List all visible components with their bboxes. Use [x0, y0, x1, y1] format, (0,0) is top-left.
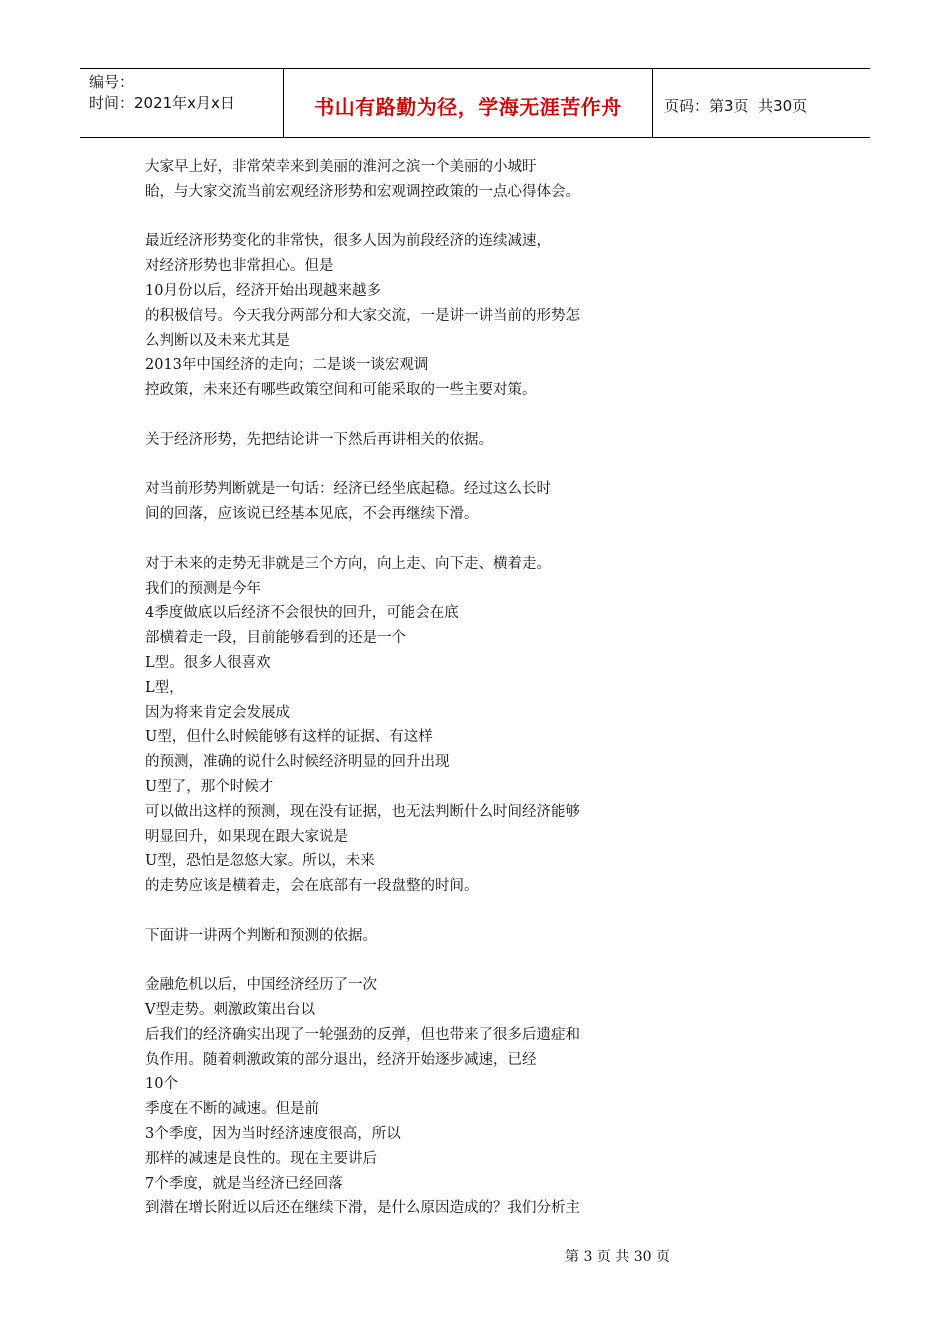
text-line: 对于未来的走势无非就是三个方向，向上走、向下走、横着走。 [145, 555, 551, 572]
text-line: 下面讲一讲两个判断和预测的依据。 [145, 927, 377, 944]
text-line: 7个季度，就是当经济已经回落 [145, 1175, 343, 1192]
page-header [80, 68, 870, 138]
motto-text: 书山有路勤为径，学海无涯苦作舟 [314, 94, 622, 119]
text-line: L型。很多人很喜欢 [145, 654, 271, 671]
text-line: 的走势应该是横着走，会在底部有一段盘整的时间。 [145, 878, 479, 895]
text-line: 大家早上好，非常荣幸来到美丽的淮河之滨一个美丽的小城盱 [145, 159, 537, 175]
text-line: 我们的预测是今年 [145, 580, 261, 597]
text-line: 4季度做底以后经济不会很快的回升，可能会在底 [145, 605, 459, 622]
text-line: 最近经济形势变化的非常快，很多人因为前段经济的连续减速， [145, 233, 551, 250]
text-line: 负作用。随着刺激政策的部分退出，经济开始逐步减速，已经 [145, 1051, 537, 1068]
text-line [145, 527, 645, 552]
text-line [145, 403, 645, 428]
header-page-cell [653, 69, 870, 137]
page-label: 页码：第3页 共30页 [664, 96, 808, 115]
text-line: 那样的减速是良性的。现在主要讲后 [145, 1150, 377, 1167]
text-line: 季度在不断的减速。但是前 [145, 1101, 319, 1118]
text-line: 的积极信号。今天我分两部分和大家交流，一是讲一讲当前的形势怎 [145, 307, 580, 324]
document-body [145, 155, 645, 1221]
text-line: 到潜在增长附近以后还在继续下滑，是什么原因造成的？我们分析主 [145, 1200, 580, 1217]
time-label: 时间：2021年x月x日 [89, 94, 235, 112]
text-line: 控政策，未来还有哪些政策空间和可能采取的一些主要对策。 [145, 382, 537, 399]
number-label: 编号： [89, 73, 135, 91]
text-line: 因为将来肯定会发展成 [145, 704, 290, 721]
text-line: U型了，那个时候才 [145, 778, 274, 795]
text-line [145, 899, 645, 924]
text-line: 10个 [145, 1076, 178, 1093]
text-line: 眙，与大家交流当前宏观经济形势和宏观调控政策的一点心得体会。 [145, 183, 580, 200]
text-line: 10月份以后，经济开始出现越来越多 [145, 282, 381, 299]
text-line: 间的回落，应该说已经基本见底，不会再继续下滑。 [145, 506, 479, 523]
text-line: 2013年中国经济的走向；二是谈一谈宏观调 [145, 357, 429, 374]
text-line: 可以做出这样的预测，现在没有证据，也无法判断什么时间经济能够 [145, 803, 580, 820]
text-line: U型，恐怕是忽悠大家。所以，未来 [145, 853, 375, 870]
text-line: 的预测，准确的说什么时候经济明显的回升出现 [145, 754, 450, 771]
text-line: 部横着走一段，目前能够看到的还是一个 [145, 630, 406, 647]
text-line: 明显回升，如果现在跟大家说是 [145, 828, 348, 845]
text-line: 后我们的经济确实出现了一轮强劲的反弹，但也带来了很多后遗症和 [145, 1026, 580, 1043]
text-line: 么判断以及未来尤其是 [145, 332, 290, 349]
text-line [145, 949, 645, 974]
text-line [145, 453, 645, 478]
text-line: 对经济形势也非常担心。但是 [145, 258, 334, 275]
text-line [145, 205, 645, 230]
header-meta [80, 69, 283, 137]
text-line: 对当前形势判断就是一句话：经济已经坐底起稳。经过这么长时 [145, 481, 551, 498]
text-line: U型，但什么时候能够有这样的证据、有这样 [145, 729, 433, 746]
text-line: L型， [145, 679, 184, 696]
header-motto-cell [283, 69, 653, 137]
page-footer: 第 3 页 共 30 页 [565, 1249, 670, 1265]
text-line: 3个季度，因为当时经济速度很高，所以 [145, 1126, 401, 1143]
text-line: 金融危机以后，中国经济经历了一次 [145, 977, 377, 994]
text-line: V型走势。刺激政策出台以 [145, 1002, 315, 1019]
text-line: 关于经济形势，先把结论讲一下然后再讲相关的依据。 [145, 431, 493, 448]
